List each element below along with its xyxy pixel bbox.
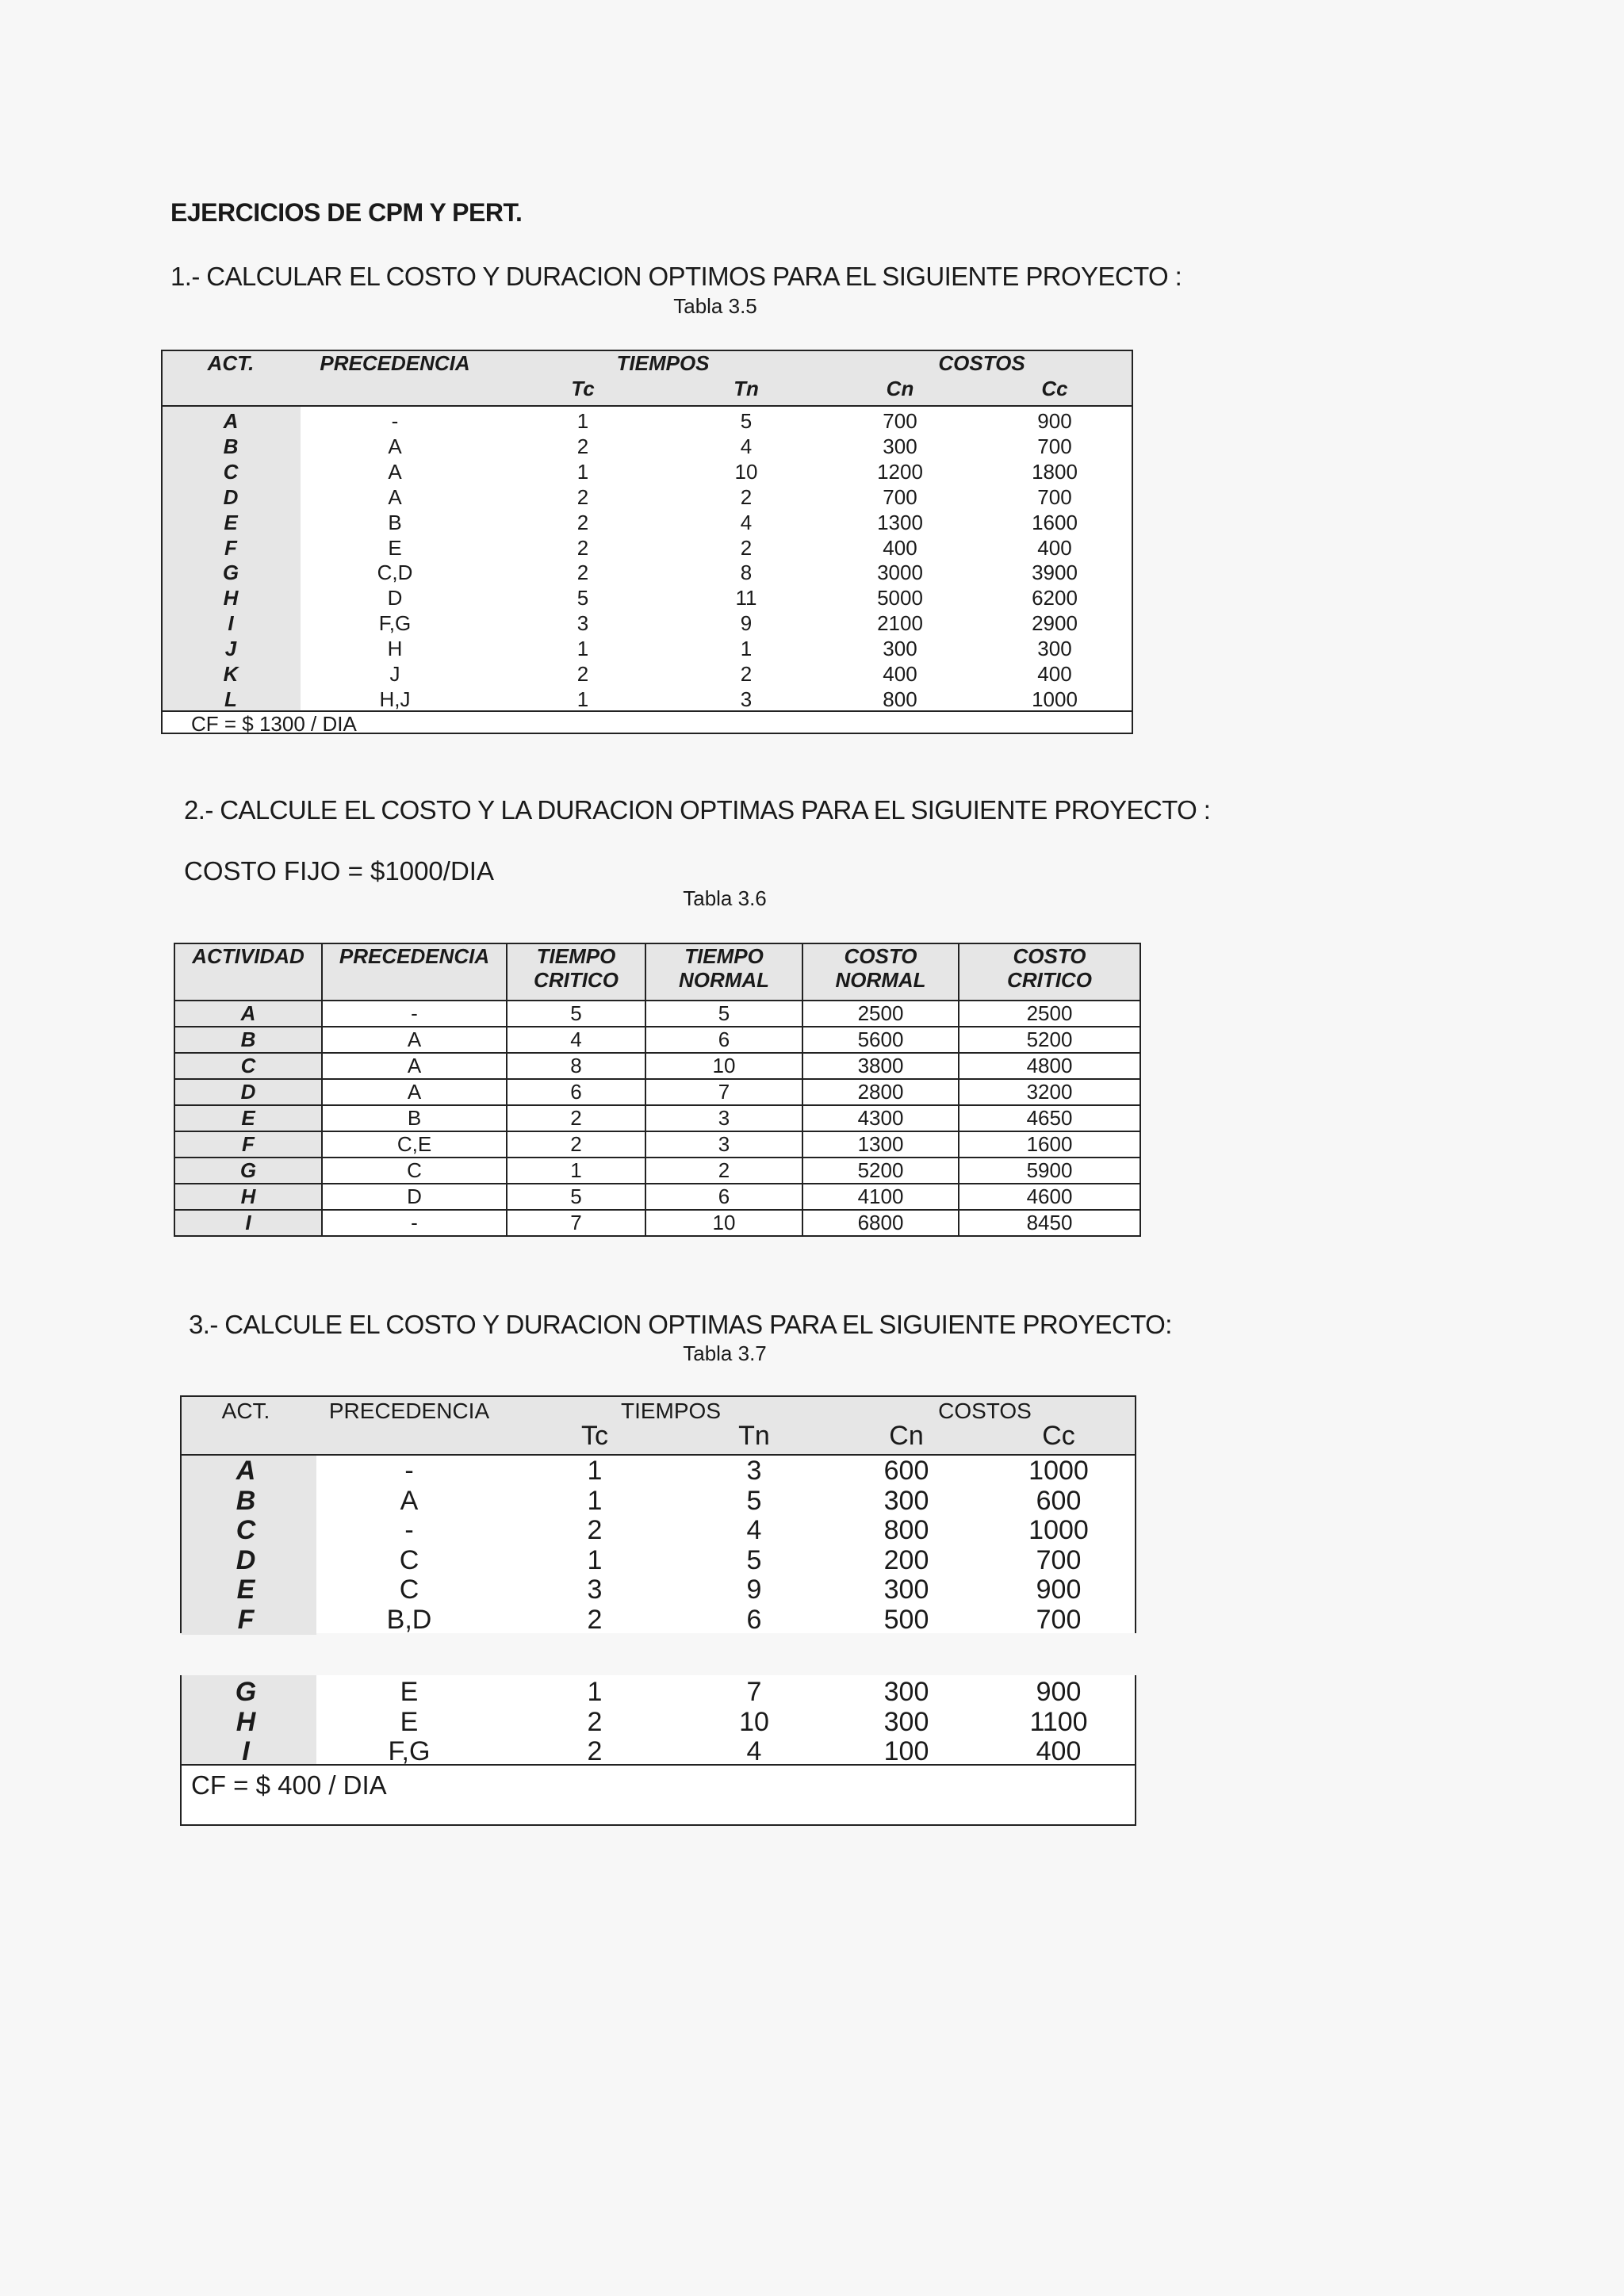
cell-tn: 5 <box>746 1544 762 1575</box>
cell-prec: B <box>322 1105 507 1131</box>
cell-prec: A <box>388 459 402 484</box>
table-row <box>174 1027 1140 1053</box>
cell-cn: 700 <box>883 484 917 509</box>
col-tiempo-normal <box>645 943 802 1001</box>
cell-tc: 1 <box>587 1456 603 1486</box>
cell-act: C <box>174 1053 322 1079</box>
cell-tn: 5 <box>746 1485 762 1516</box>
table-row <box>163 484 1132 510</box>
cell-cc: 1100 <box>1029 1706 1088 1737</box>
col-precedencia: PRECEDENCIA <box>328 1399 490 1423</box>
cell-prec: A <box>322 1027 507 1053</box>
cell-tc: 2 <box>507 1105 645 1131</box>
cell-act: K <box>223 662 239 686</box>
col-tiempos: TIEMPOS <box>620 1399 722 1423</box>
header-label: ACTIVIDAD <box>192 944 304 968</box>
cell-act: I <box>174 1210 322 1236</box>
cell-prec: C,E <box>322 1131 507 1158</box>
cell-tc: 2 <box>576 561 589 585</box>
cell-cn: 800 <box>883 687 917 711</box>
cell-tn: 10 <box>739 1706 769 1737</box>
cell-cn: 300 <box>883 1485 929 1516</box>
cell-tc: 2 <box>587 1515 603 1546</box>
cell-prec: C <box>322 1158 507 1184</box>
cell-tc: 6 <box>507 1079 645 1105</box>
cell-tn: 4 <box>740 510 753 534</box>
cell-cc: 4800 <box>959 1053 1140 1079</box>
cell-prec: A <box>388 484 402 509</box>
cell-cn: 100 <box>883 1736 929 1767</box>
cell-act: B <box>223 434 239 458</box>
col-cc: Cc <box>1042 1421 1075 1451</box>
cell-cn: 5600 <box>802 1027 959 1053</box>
cell-tc: 2 <box>587 1605 603 1635</box>
cell-cc: 1000 <box>1032 687 1078 711</box>
cell-cc: 1600 <box>1032 510 1078 534</box>
col-precedencia <box>322 943 507 1001</box>
cell-cn: 300 <box>883 637 917 661</box>
cell-cn: 400 <box>883 662 917 686</box>
cell-tc: 1 <box>587 1677 603 1707</box>
cell-cn: 600 <box>883 1456 929 1486</box>
cell-cn: 3000 <box>877 561 923 585</box>
cell-tn: 7 <box>645 1079 802 1105</box>
cell-cc: 900 <box>1036 1677 1082 1707</box>
cell-cc: 400 <box>1037 662 1072 686</box>
cell-tn: 2 <box>740 662 753 686</box>
footer-divider <box>182 1764 1135 1766</box>
cell-act: G <box>174 1158 322 1184</box>
cell-act: C <box>223 459 239 484</box>
cell-prec: F,G <box>388 1736 431 1767</box>
cell-tc: 1 <box>587 1485 603 1516</box>
cell-prec: H <box>387 637 403 661</box>
cell-tn: 3 <box>645 1105 802 1131</box>
cell-tc: 2 <box>576 434 589 458</box>
table-3-7-caption: Tabla 3.7 <box>683 1341 767 1365</box>
cell-prec: - <box>391 409 399 433</box>
table-row <box>182 1545 1135 1575</box>
cell-cc: 5200 <box>959 1027 1140 1053</box>
cell-cc: 700 <box>1036 1544 1082 1575</box>
cell-cc: 3200 <box>959 1079 1140 1105</box>
cell-tn: 9 <box>740 611 753 636</box>
fixed-cost-note: CF = $ 400 / DIA <box>191 1770 387 1800</box>
cell-tc: 1 <box>507 1158 645 1184</box>
table-row <box>163 510 1132 535</box>
cell-prec: - <box>404 1456 414 1486</box>
col-costo-normal <box>802 943 959 1001</box>
cell-tn: 6 <box>746 1605 762 1635</box>
cell-tc: 2 <box>576 662 589 686</box>
header-label: PRECEDENCIA <box>339 944 490 968</box>
cell-cc: 1600 <box>959 1131 1140 1158</box>
cell-cc: 700 <box>1036 1605 1082 1635</box>
cell-act: E <box>174 1105 322 1131</box>
table-header <box>174 943 1140 1001</box>
cell-act: B <box>174 1027 322 1053</box>
cell-tn: 10 <box>645 1053 802 1079</box>
cell-tc: 3 <box>576 611 589 636</box>
table-header <box>163 351 1132 407</box>
cell-tn: 11 <box>735 586 757 610</box>
cell-cn: 200 <box>883 1544 929 1575</box>
cell-tc: 5 <box>576 586 589 610</box>
cell-act: G <box>222 561 239 585</box>
table-row <box>182 1456 1135 1486</box>
cell-tc: 2 <box>507 1131 645 1158</box>
cell-cn: 1200 <box>877 459 923 484</box>
header-label: CRITICO <box>1007 968 1092 992</box>
cell-act: H <box>236 1706 256 1737</box>
cell-act: E <box>224 510 238 534</box>
cell-tc: 1 <box>576 459 589 484</box>
cell-tn: 6 <box>645 1027 802 1053</box>
cell-cc: 700 <box>1037 434 1072 458</box>
cell-tn: 10 <box>645 1210 802 1236</box>
header-label: COSTO <box>844 944 917 968</box>
cell-cc: 5900 <box>959 1158 1140 1184</box>
col-tiempo-critico <box>507 943 645 1001</box>
cell-prec: - <box>322 1001 507 1027</box>
cell-cc: 6200 <box>1032 586 1078 610</box>
table-row <box>163 535 1132 561</box>
table-3-7-continued <box>180 1675 1136 1826</box>
table-header <box>182 1397 1135 1456</box>
table-row <box>174 1079 1140 1105</box>
table-row <box>174 1131 1140 1158</box>
table-row <box>163 459 1132 484</box>
cell-prec: E <box>388 535 402 560</box>
cell-prec: J <box>389 662 400 686</box>
cell-prec: E <box>400 1677 419 1707</box>
table-row <box>182 1736 1135 1766</box>
cell-tc: 5 <box>507 1184 645 1210</box>
cell-cn: 1300 <box>877 510 923 534</box>
cell-act: A <box>174 1001 322 1027</box>
table-row <box>182 1707 1135 1737</box>
table-3-5 <box>161 350 1133 734</box>
cell-tc: 8 <box>507 1053 645 1079</box>
exercise-2-title: 2.- CALCULE EL COSTO Y LA DURACION OPTIMAS PARA EL SIGUIENTE PROYECTO : <box>184 795 1211 825</box>
table-row <box>163 434 1132 459</box>
col-cc: Cc <box>1041 377 1068 400</box>
cell-prec: D <box>387 586 403 610</box>
cell-tn: 1 <box>740 637 753 661</box>
cell-cn: 2500 <box>802 1001 959 1027</box>
cell-cc: 900 <box>1036 1575 1082 1605</box>
cell-cc: 1000 <box>1028 1515 1089 1546</box>
cell-tn: 3 <box>740 687 753 711</box>
cell-cc: 2900 <box>1032 611 1078 636</box>
cell-prec: A <box>322 1053 507 1079</box>
table-row <box>174 1105 1140 1131</box>
cell-act: D <box>223 484 239 509</box>
table-row <box>163 687 1132 712</box>
cell-act: D <box>236 1544 256 1575</box>
cell-tc: 1 <box>576 637 589 661</box>
cell-act: C <box>236 1515 256 1546</box>
table-3-5-caption: Tabla 3.5 <box>673 294 757 318</box>
cell-tn: 4 <box>746 1515 762 1546</box>
table-row <box>174 1158 1140 1184</box>
cell-tc: 1 <box>576 409 589 433</box>
cell-cc: 300 <box>1037 637 1072 661</box>
cell-act: A <box>236 1456 256 1486</box>
cell-cc: 4650 <box>959 1105 1140 1131</box>
cell-prec: - <box>322 1210 507 1236</box>
cell-act: F <box>224 535 237 560</box>
table-row <box>174 1184 1140 1210</box>
cell-tn: 10 <box>734 459 758 484</box>
cell-cc: 1800 <box>1032 459 1078 484</box>
table-row <box>163 408 1132 434</box>
cell-tn: 7 <box>746 1677 762 1707</box>
cell-prec: E <box>400 1706 419 1737</box>
cell-tn: 3 <box>645 1131 802 1158</box>
cell-tn: 8 <box>740 561 753 585</box>
cell-tn: 2 <box>645 1158 802 1184</box>
page-title: EJERCICIOS DE CPM Y PERT. <box>170 198 523 227</box>
table-body <box>163 407 1132 710</box>
cell-prec: C <box>399 1575 419 1605</box>
table-row <box>182 1486 1135 1516</box>
cell-prec: A <box>400 1485 419 1516</box>
table-row <box>182 1575 1135 1605</box>
table-row <box>182 1515 1135 1545</box>
cell-prec: B <box>388 510 402 534</box>
header-label: TIEMPO <box>684 944 764 968</box>
table-3-7 <box>180 1395 1136 1633</box>
cell-tc: 2 <box>576 535 589 560</box>
cell-cn: 300 <box>883 434 917 458</box>
cell-prec: A <box>322 1079 507 1105</box>
table-row <box>174 1001 1140 1027</box>
cell-tn: 5 <box>645 1001 802 1027</box>
col-tc: Tc <box>581 1421 608 1451</box>
cell-cc: 8450 <box>959 1210 1140 1236</box>
col-cn: Cn <box>889 1421 924 1451</box>
header-label: TIEMPO <box>536 944 616 968</box>
header-label: CRITICO <box>534 968 619 992</box>
cell-tc: 1 <box>587 1544 603 1575</box>
cell-tn: 4 <box>746 1736 762 1767</box>
cell-tc: 3 <box>587 1575 603 1605</box>
col-costos: COSTOS <box>938 351 1025 375</box>
cell-act: A <box>223 409 239 433</box>
fixed-cost-line: COSTO FIJO = $1000/DIA <box>184 856 494 886</box>
cell-cn: 1300 <box>802 1131 959 1158</box>
cell-cc: 1000 <box>1028 1456 1089 1486</box>
cell-act: F <box>237 1605 255 1635</box>
cell-cc: 4600 <box>959 1184 1140 1210</box>
table-3-6 <box>174 943 1141 1237</box>
cell-cn: 300 <box>883 1677 929 1707</box>
cell-tc: 5 <box>507 1001 645 1027</box>
cell-cc: 400 <box>1036 1736 1082 1767</box>
fixed-cost-note: CF = $ 1300 / DIA <box>191 712 357 736</box>
cell-act: I <box>242 1736 250 1767</box>
cell-cc: 2500 <box>959 1001 1140 1027</box>
table-row <box>174 1053 1140 1079</box>
cell-tc: 4 <box>507 1027 645 1053</box>
cell-prec: C,D <box>377 561 413 585</box>
header-label: COSTO <box>1013 944 1086 968</box>
cell-tn: 2 <box>740 535 753 560</box>
cell-prec: F,G <box>378 611 412 636</box>
header-label: NORMAL <box>835 968 926 992</box>
cell-tc: 1 <box>576 687 589 711</box>
cell-prec: B,D <box>386 1605 432 1635</box>
table-row <box>182 1605 1135 1635</box>
header-label: NORMAL <box>678 968 770 992</box>
table-3-6-caption: Tabla 3.6 <box>683 886 767 910</box>
cell-tc: 2 <box>576 484 589 509</box>
table-row <box>163 661 1132 687</box>
exercise-1-title: 1.- CALCULAR EL COSTO Y DURACION OPTIMOS PARA EL SIGUIENTE PROYECTO : <box>170 262 1182 291</box>
cell-cc: 3900 <box>1032 561 1078 585</box>
table-row <box>174 1210 1140 1236</box>
cell-cn: 5200 <box>802 1158 959 1184</box>
cell-tn: 4 <box>740 434 753 458</box>
cell-act: I <box>228 611 234 636</box>
cell-cn: 300 <box>883 1575 929 1605</box>
col-costos: COSTOS <box>938 1399 1032 1423</box>
col-tn: Tn <box>733 377 759 400</box>
cell-cn: 2100 <box>877 611 923 636</box>
cell-tn: 2 <box>740 484 753 509</box>
cell-tc: 2 <box>587 1736 603 1767</box>
cell-cn: 2800 <box>802 1079 959 1105</box>
table-row <box>163 560 1132 585</box>
cell-prec: - <box>404 1515 414 1546</box>
col-costo-critico <box>959 943 1140 1001</box>
cell-cn: 3800 <box>802 1053 959 1079</box>
col-actividad <box>174 943 322 1001</box>
cell-prec: C <box>399 1544 419 1575</box>
exercise-3-title: 3.- CALCULE EL COSTO Y DURACION OPTIMAS PARA EL SIGUIENTE PROYECTO: <box>189 1310 1172 1339</box>
cell-cn: 5000 <box>877 586 923 610</box>
cell-act: E <box>236 1575 255 1605</box>
cell-cc: 400 <box>1037 535 1072 560</box>
cell-tc: 2 <box>587 1706 603 1737</box>
col-cn: Cn <box>886 377 914 400</box>
cell-tc: 2 <box>576 510 589 534</box>
cell-cn: 500 <box>883 1605 929 1635</box>
cell-act: H <box>174 1184 322 1210</box>
cell-prec: H,J <box>379 687 411 711</box>
cell-act: J <box>224 637 237 661</box>
table-row <box>182 1677 1135 1707</box>
col-tiempos: TIEMPOS <box>616 351 710 375</box>
cell-act: L <box>224 687 237 711</box>
cell-prec: A <box>388 434 402 458</box>
cell-tn: 3 <box>746 1456 762 1486</box>
cell-prec: D <box>322 1184 507 1210</box>
cell-tn: 6 <box>645 1184 802 1210</box>
col-precedencia: PRECEDENCIA <box>320 351 470 375</box>
col-act: ACT. <box>221 1399 270 1423</box>
col-act: ACT. <box>207 351 255 375</box>
col-tc: Tc <box>571 377 595 400</box>
table-row <box>163 636 1132 661</box>
cell-act: G <box>235 1677 257 1707</box>
cell-cn: 4300 <box>802 1105 959 1131</box>
cell-act: B <box>236 1485 256 1516</box>
table-footer <box>163 710 1132 736</box>
cell-cn: 6800 <box>802 1210 959 1236</box>
cell-tn: 9 <box>746 1575 762 1605</box>
cell-cc: 600 <box>1036 1485 1082 1516</box>
cell-cc: 900 <box>1037 409 1072 433</box>
cell-act: F <box>174 1131 322 1158</box>
table-row <box>163 585 1132 610</box>
col-tn: Tn <box>738 1421 770 1451</box>
cell-tc: 7 <box>507 1210 645 1236</box>
cell-cn: 4100 <box>802 1184 959 1210</box>
cell-cn: 300 <box>883 1706 929 1737</box>
cell-cc: 700 <box>1037 484 1072 509</box>
cell-tn: 5 <box>740 409 753 433</box>
cell-cn: 800 <box>883 1515 929 1546</box>
cell-act: D <box>174 1079 322 1105</box>
table-row <box>163 610 1132 636</box>
cell-act: H <box>223 586 239 610</box>
cell-cn: 700 <box>883 409 917 433</box>
cell-cn: 400 <box>883 535 917 560</box>
